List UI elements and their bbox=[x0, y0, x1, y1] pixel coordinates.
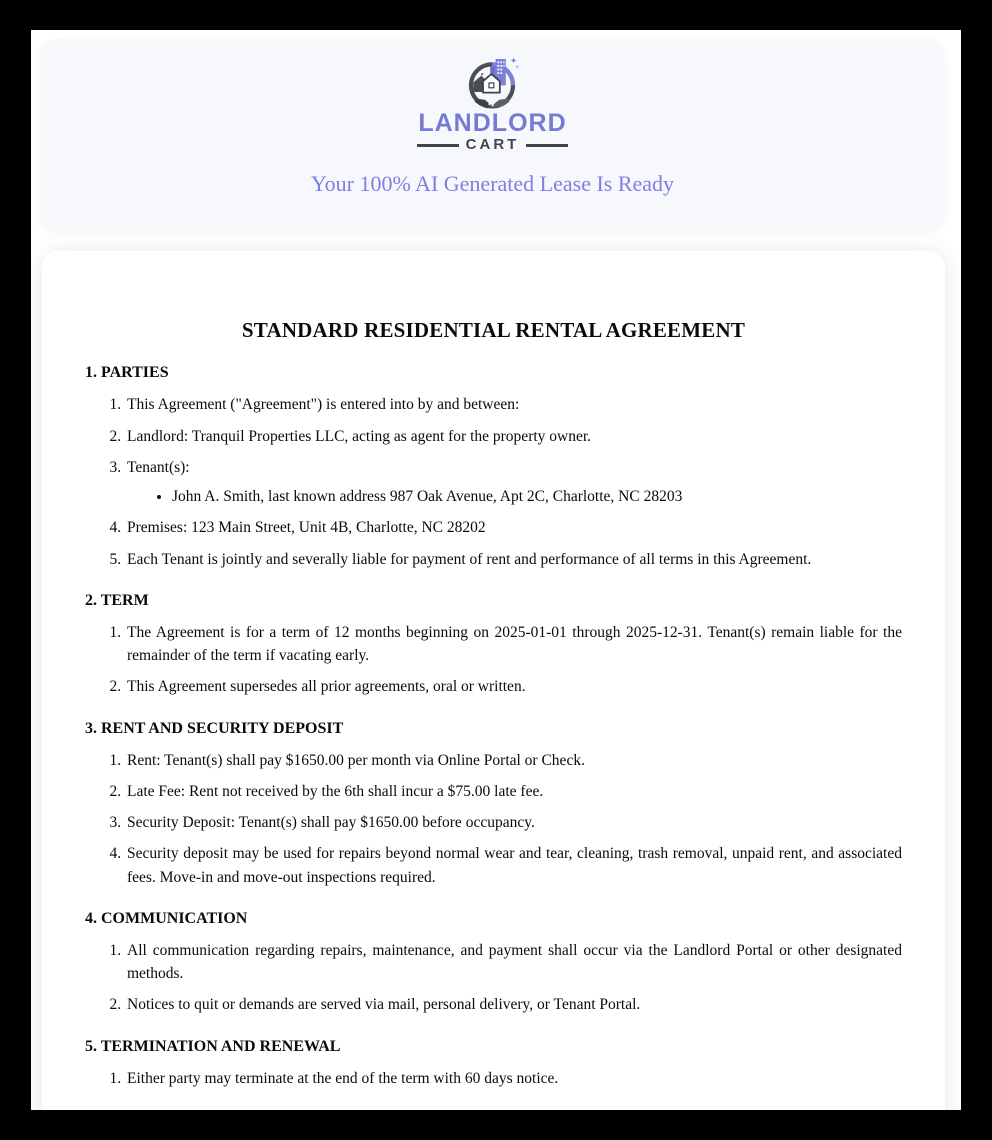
list-item: 1. Either party may terminate at the end of the term with 60 days notice. bbox=[125, 1067, 902, 1090]
page-background bbox=[31, 30, 961, 1110]
document-title: STANDARD RESIDENTIAL RENTAL AGREEMENT bbox=[241, 318, 746, 342]
list-item: 1. The Agreement is for a term of 12 months beginning on 2025-01-01 through 2025-12-31. Tenant(s) remain liable for the remainder of the term if vacating early. bbox=[125, 621, 902, 668]
list-item: 3. Security Deposit: Tenant(s) shall pay $1650.00 before occupancy. bbox=[125, 811, 902, 834]
list-item: 4. Premises: 123 Main Street, Unit 4B, Charlotte, NC 28202 bbox=[125, 516, 902, 539]
list-item: 2. This Agreement supersedes all prior agreements, oral or written. bbox=[125, 675, 902, 698]
section-heading: 2. TERM bbox=[85, 591, 149, 609]
list-item: 1. All communication regarding repairs, maintenance, and payment shall occur via the Landlord Portal or other designated methods. bbox=[125, 939, 902, 986]
list-item: 2. Notices to quit or demands are served via mail, personal delivery, or Tenant Portal. bbox=[125, 993, 902, 1016]
document-sections bbox=[85, 363, 902, 1090]
sub-list-item: • John A. Smith, last known address 987 Oak Avenue, Apt 2C, Charlotte, NC 28203 bbox=[172, 485, 902, 508]
section-list bbox=[85, 1067, 902, 1090]
list-item: 2. Landlord: Tranquil Properties LLC, acting as agent for the property owner. bbox=[125, 425, 902, 448]
landlordcart-logo bbox=[417, 53, 569, 154]
section-heading: 4. COMMUNICATION bbox=[85, 909, 248, 927]
logo-cart-row bbox=[417, 137, 569, 154]
logo-rule-left bbox=[417, 144, 459, 147]
section-list bbox=[85, 621, 902, 699]
section-heading: 3. RENT AND SECURITY DEPOSIT bbox=[85, 719, 344, 737]
list-item: 1. Rent: Tenant(s) shall pay $1650.00 per month via Online Portal or Check. bbox=[125, 749, 902, 772]
list-item: 5. Each Tenant is jointly and severally liable for payment of rent and performance of all terms in this Agreement. bbox=[125, 548, 902, 571]
list-item: 4. Security deposit may be used for repairs beyond normal wear and tear, cleaning, trash removal, unpaid rent, and associated fees. Move-in and move-out inspections required. bbox=[125, 842, 902, 889]
list-item: 1. This Agreement ("Agreement") is entered into by and between: bbox=[125, 393, 902, 416]
header-card bbox=[40, 39, 945, 230]
lease-ready-headline: Your 100% AI Generated Lease Is Ready bbox=[310, 170, 675, 196]
section-list bbox=[85, 749, 902, 889]
section-heading: 1. PARTIES bbox=[85, 364, 169, 382]
sub-list bbox=[127, 485, 902, 508]
logo-rule-right bbox=[526, 144, 568, 147]
section-heading: 5. TERMINATION AND RENEWAL bbox=[85, 1037, 341, 1055]
logo-wordmark: LANDLORD bbox=[418, 109, 567, 137]
section-list bbox=[85, 939, 902, 1017]
list-item: 3. Tenant(s): • John A. Smith, last known address 987 Oak Avenue, Apt 2C, Charlotte, NC 28203 bbox=[125, 456, 902, 509]
lease-document-card bbox=[42, 251, 945, 1110]
landlordcart-emblem-icon bbox=[461, 53, 523, 113]
section-list bbox=[85, 393, 902, 571]
list-item: 2. Late Fee: Rent not received by the 6th shall incur a $75.00 late fee. bbox=[125, 780, 902, 803]
logo-subword: CART bbox=[465, 136, 520, 153]
